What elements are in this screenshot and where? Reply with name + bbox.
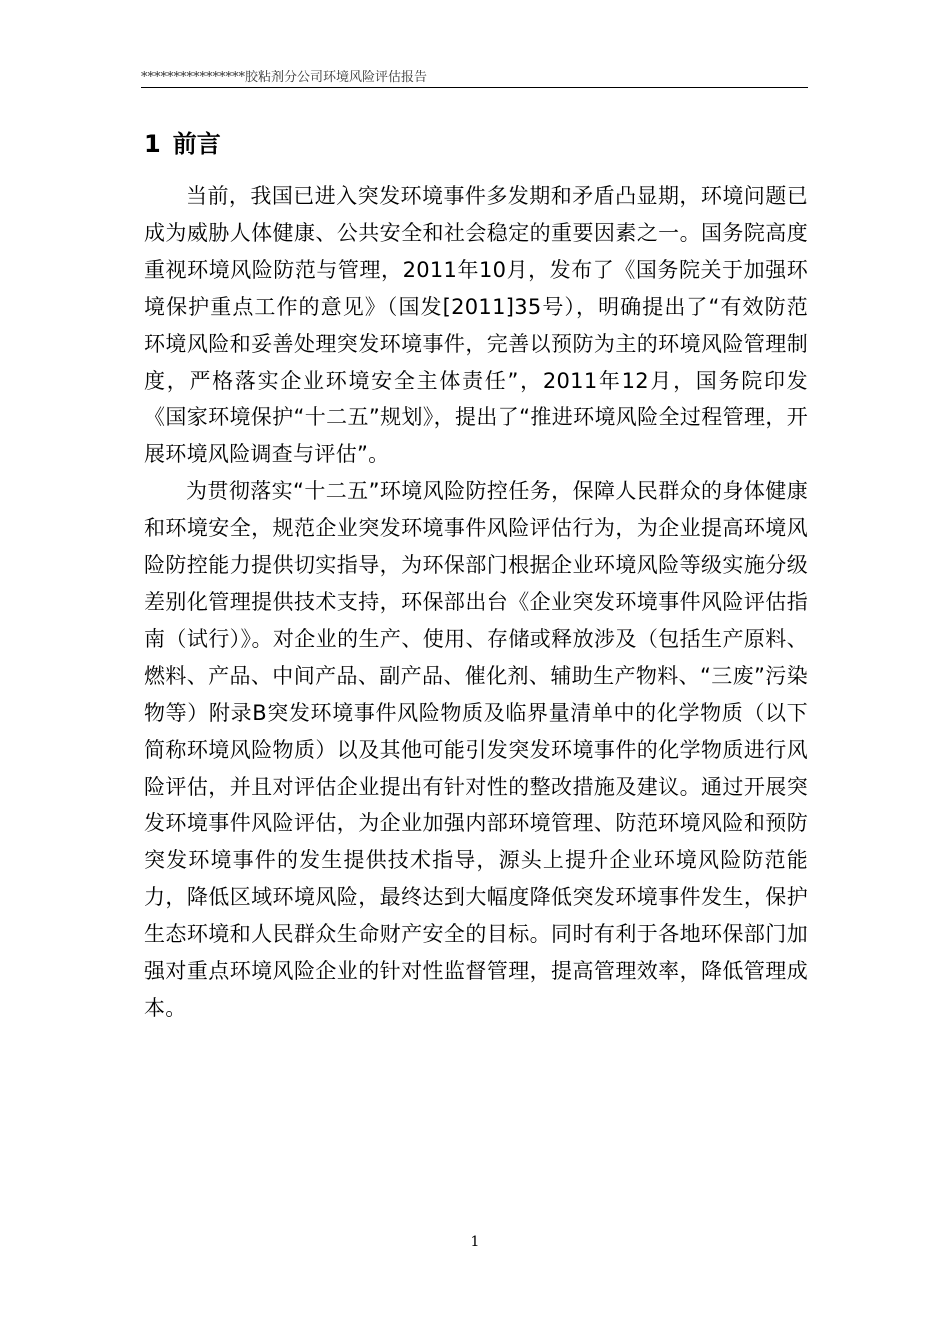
section-title: 前言 <box>172 130 221 158</box>
body-text <box>144 178 808 1027</box>
section-number: 1 <box>144 130 161 158</box>
section-heading <box>144 126 221 162</box>
running-header <box>141 70 808 88</box>
paragraph-purpose: 为贯彻落实“十二五”环境风险防控任务，保障人民群众的身体健康和环境安全，规范企业突发环境事件风险评估行为，为企业提高环境风险防控能力提供切实指导，为环保部门根据企业环境风险等级实施分级差别化管理提供技术支持，环保部出台《企业突发环境事件风险评估指南（试行）》。对企业的生产、使用、存储或释放涉及（包括生产原料、燃料、产品、中间产品、副产品、催化剂、辅助生产物料、“三废”污染物等）附录B突发环境事件风险物质及临界量清单中的化学物质（以下简称环境风险物质）以及其他可能引发突发环境事件的化学物质进行风险评估，并且对评估企业提出有针对性的整改措施及建议。通过开展突发环境事件风险评估，为企业加强内部环境管理、防范环境风险和预防突发环境事件的发生提供技术指导，源头上提升企业环境风险防范能力，降低区域环境风险，最终达到大幅度降低突发环境事件发生，保护生态环境和人民群众生命财产安全的目标。同时有利于各地环保部门加强对重点环境风险企业的针对性监督管理，提高管理效率，降低管理成本。 <box>144 479 808 1020</box>
paragraph-intro: 当前，我国已进入突发环境事件多发期和矛盾凸显期，环境问题已成为威胁人体健康、公共安全和社会稳定的重要因素之一。国务院高度重视环境风险防范与管理，2011年10月，发布了《国务院关于加强环境保护重点工作的意见》（国发[2011]35号），明确提出了“有效防范环境风险和妥善处理突发环境事件，完善以预防为主的环境风险管理制度，严格落实企业环境安全主体责任”，2011年12月，国务院印发《国家环境保护“十二五”规划》，提出了“推进环境风险全过程管理，开展环境风险调查与评估”。 <box>144 184 808 467</box>
running-header-text: ****************胶粘剂分公司环境风险评估报告 <box>141 70 428 85</box>
page-number: 1 <box>470 1234 480 1250</box>
